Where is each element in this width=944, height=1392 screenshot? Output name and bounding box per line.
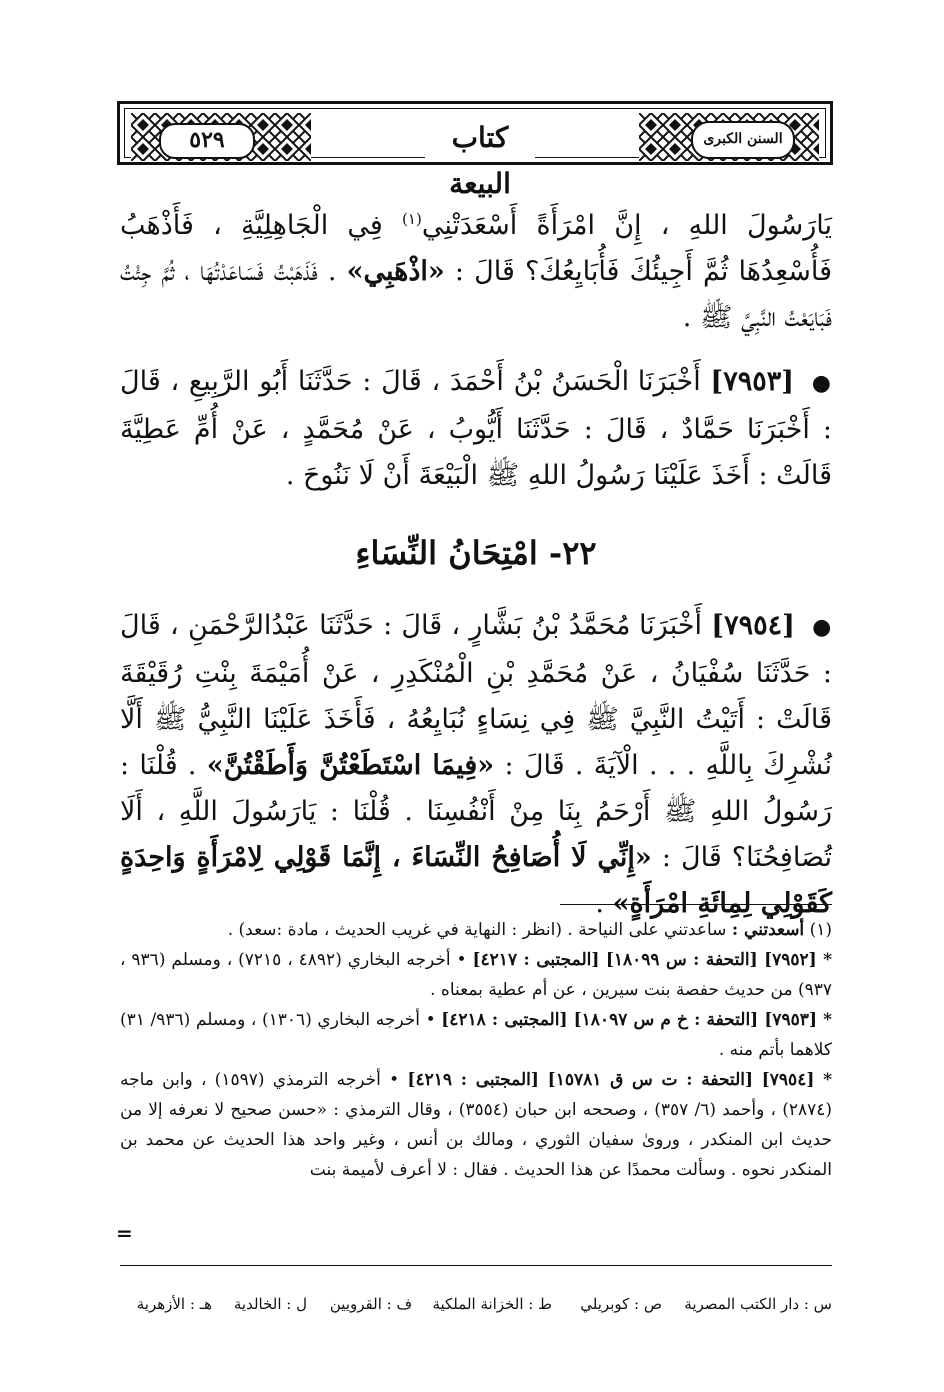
footnote-ref: (١) <box>402 210 422 228</box>
main-text <box>120 196 832 927</box>
takhrij-7953: * [٧٩٥٣] [التحفة : خ م س ١٨٠٩٧] [المجتبى : ٤٢١٨] • أخرجه البخاري (١٣٠٦) ، ومسلم (٩٣٦/ ٣١) كلاهما بأتم منه . <box>120 1010 832 1060</box>
footnote-separator <box>560 904 832 905</box>
footnote-1: (١) أسعدتني : ساعدتني على النياحة . (انظر : النهاية في غريب الحديث ، مادة :سعد) . <box>227 920 832 940</box>
legend-item-t: ط : الخزانة الملكية <box>432 1295 552 1313</box>
hadith-number: [٧٩٥٣] <box>710 366 794 397</box>
book-title: كتاب البيعة <box>425 115 535 161</box>
page-number: ٥٢٩ <box>159 123 255 159</box>
hadith-7954: ● [٧٩٥٤] أَخْبَرَنَا مُحَمَّدُ بْنُ بَشَّارٍ ، قَالَ : حَدَّثَنَا عَبْدُالرَّحْمَنِ ، قَالَ : حَدَّثَنَا سُفْيَانُ ، عَنْ مُحَمَّدِ بْنِ الْمُنْكَدِرِ ، عَنْ أُمَيْمَةَ بِنْتِ رُقَيْقَةَ قَالَتْ : أَتَيْتُ النَّبِيَّ ﷺ فِي نِسَاءٍ نُبَايِعُهُ ، فَأَخَذَ عَلَيْنَا النَّبِيُّ ﷺ أَلَّا نُشْرِكَ بِاللَّهِ . . . الْآيَةَ . قَالَ : «فِيمَا اسْتَطَعْتُنَّ وَأَطَقْتُنَّ» . قُلْنَا : رَسُولُ اللهِ ﷺ أَرْحَمُ بِنَا مِنْ أَنْفُسِنَا . قُلْنَا : يَارَسُولَ اللَّهِ ، أَلَا تُصَافِحُنَا؟ قَالَ : «إِنِّي لَا أُصَافِحُ النِّسَاءَ ، إِنَّمَا قَوْلِي لِامْرَأَةٍ وَاحِدَةٍ كَقَوْلِي لِمِائَةِ امْرَأَةٍ» . <box>120 610 832 919</box>
manuscript-legend <box>120 1292 832 1316</box>
takhrij-7952: * [٧٩٥٢] [التحفة : س ١٨٠٩٩] [المجتبى : ٤٢١٧] • أخرجه البخاري (٤٨٩٢ ، ٧٢١٥) ، ومسلم (٩٣٦ ، ٩٣٧) من حديث حفصة بنت سيرين ، عن أم عطية بمعناه . <box>120 950 833 1000</box>
page-header <box>117 101 833 200</box>
hadith-7953: ● [٧٩٥٣] أَخْبَرَنَا الْحَسَنُ بْنُ أَحْمَدَ ، قَالَ : حَدَّثَنَا أَبُو الرَّبِيعِ ، قَالَ : أَخْبَرَنَا حَمَّادٌ ، قَالَ : حَدَّثَنَا أَيُّوبُ ، عَنْ مُحَمَّدٍ ، عَنْ أُمِّ عَطِيَّةَ قَالَتْ : أَخَذَ عَلَيْنَا رَسُولُ اللهِ ﷺ الْبَيْعَةَ أَنْ لَا نَنُوحَ . <box>120 366 833 491</box>
series-emblem: السنن الكبرى <box>691 121 795 159</box>
legend-item-s2: ص : كوبريلي <box>580 1295 662 1313</box>
legend-separator <box>120 1265 832 1266</box>
takhrij-7954: * [٧٩٥٤] [التحفة : ت س ق ١٥٧٨١] [المجتبى : ٤٢١٩] • أخرجه الترمذي (١٥٩٧) ، وابن ماجه (٢٨٧٤) ، وأحمد (٦/ ٣٥٧) ، وصححه ابن حبان (٣٥٥٤) ، وقال الترمذي : «حسن صحيح لا نعرفه إلا من حديث ابن المنكدر ، وروىٰ سفيان الثوري ، ومالك بن أنس ، وغير واحد هذا الحديث عن محمد بن المنكدر نحوه . وسألت محمدًا عن هذا الحديث . فقال : لا أعرف لأميمة بنت <box>120 1070 832 1180</box>
header-inner-frame <box>124 108 826 200</box>
legend-item-f: ف : القرويين <box>329 1295 412 1313</box>
chapter-title: ٢٢- امْتِحَانُ النِّسَاءِ <box>355 534 597 572</box>
bullet-icon: ● <box>812 615 832 640</box>
continuation-mark: = <box>116 1221 133 1245</box>
footnotes <box>116 915 833 1245</box>
legend-item-s: س : دار الكتب المصرية <box>684 1295 832 1313</box>
hadith-number: [٧٩٥٤] <box>711 610 795 641</box>
bullet-icon: ● <box>811 371 833 396</box>
paragraph-continuation: يَارَسُولَ اللهِ ، إِنَّ امْرَأَةً أَسْعَدَتْنِي$^{(١)}$ فِي الْجَاهِلِيَّةِ ، فَأَذْهَبُ فَأُسْعِدُهَا ثُمَّ أَجِيئُكَ فَأُبَايِعُكَ؟ قَالَ : «اذْهَبِي» . فَذَهَبْتُ فَسَاعَدْتُهَا ، ثُمَّ جِئْتُ فَبَايَعْتُ النَّبِيَّ ﷺ . <box>120 210 832 333</box>
legend-item-l: ل : الخالدية <box>233 1295 307 1313</box>
legend-item-h: هـ : الأزهرية <box>136 1295 212 1313</box>
